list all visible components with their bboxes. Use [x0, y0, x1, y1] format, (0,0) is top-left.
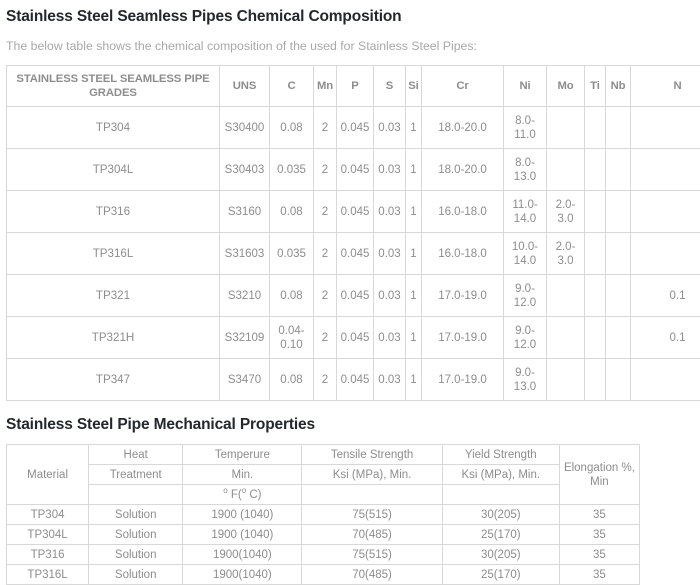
mechanical-table-header-row-1 [7, 445, 640, 465]
column-header-temperature-line1: Temperure [183, 445, 302, 465]
degree-symbol-fahrenheit-icon: o [223, 486, 227, 495]
unit-celsius-label: C) [246, 489, 261, 501]
table-row [7, 191, 700, 233]
cell-elongation: 35 [559, 505, 639, 525]
cell-p: 0.045 [337, 233, 374, 275]
cell-mo [547, 317, 585, 359]
cell-c: 0.035 [270, 149, 314, 191]
cell-ni: 8.0-11.0 [504, 107, 547, 149]
cell-si: 1 [406, 233, 422, 275]
cell-grade: TP304L [7, 149, 220, 191]
cell-yield: 25(170) [442, 565, 559, 585]
cell-grade: TP316L [7, 233, 220, 275]
column-header-yield-line1: Yield Strength [442, 445, 559, 465]
column-header-tensile-line3 [302, 485, 442, 505]
column-header-si: Si [406, 66, 422, 107]
cell-cr: 17.0-19.0 [422, 275, 504, 317]
column-header-s: S [374, 66, 406, 107]
cell-c: 0.035 [270, 233, 314, 275]
cell-ti [585, 359, 606, 401]
cell-cr: 16.0-18.0 [422, 191, 504, 233]
column-header-tensile-line2: Ksi (MPa), Min. [302, 465, 442, 485]
table-row [7, 275, 700, 317]
cell-s: 0.03 [374, 275, 406, 317]
cell-nb [606, 149, 631, 191]
cell-si: 1 [406, 359, 422, 401]
cell-tensile: 75(515) [302, 545, 442, 565]
cell-mn: 2 [314, 359, 337, 401]
cell-mn: 2 [314, 275, 337, 317]
table-row [7, 545, 640, 565]
cell-ni: 9.0-13.0 [504, 359, 547, 401]
cell-s: 0.03 [374, 233, 406, 275]
table-row [7, 505, 640, 525]
cell-tensile: 70(485) [302, 565, 442, 585]
mechanical-table-header-row-2 [7, 465, 640, 485]
cell-s: 0.03 [374, 191, 406, 233]
cell-c: 0.08 [270, 107, 314, 149]
cell-material: TP316L [7, 565, 89, 585]
cell-temperature: 1900(1040) [183, 545, 302, 565]
column-header-elongation: Elongation %, Min [559, 445, 639, 505]
cell-ni: 11.0-14.0 [504, 191, 547, 233]
cell-cr: 16.0-18.0 [422, 233, 504, 275]
cell-mn: 2 [314, 107, 337, 149]
cell-s: 0.03 [374, 149, 406, 191]
cell-ti [585, 191, 606, 233]
cell-material: TP316 [7, 545, 89, 565]
cell-ti [585, 317, 606, 359]
column-header-cr: Cr [422, 66, 504, 107]
cell-cr: 18.0-20.0 [422, 149, 504, 191]
column-header-temperature-line2: Min. [183, 465, 302, 485]
cell-mn: 2 [314, 191, 337, 233]
chemical-table-header-row [7, 66, 700, 107]
column-header-p: P [337, 66, 374, 107]
cell-tensile: 75(515) [302, 505, 442, 525]
cell-uns: S30400 [220, 107, 270, 149]
column-header-yield-line3 [442, 485, 559, 505]
cell-ni: 8.0-13.0 [504, 149, 547, 191]
page-container [0, 7, 700, 585]
table-row [7, 565, 640, 585]
cell-p: 0.045 [337, 317, 374, 359]
table-row [7, 525, 640, 545]
cell-tensile: 70(485) [302, 525, 442, 545]
degree-symbol-celsius-icon: o [242, 486, 246, 495]
cell-nb [606, 317, 631, 359]
cell-n [631, 359, 700, 401]
cell-yield: 30(205) [442, 505, 559, 525]
cell-mn: 2 [314, 149, 337, 191]
cell-ti [585, 107, 606, 149]
cell-mo [547, 359, 585, 401]
cell-mo: 2.0-3.0 [547, 233, 585, 275]
column-header-heat-line3 [89, 485, 183, 505]
cell-elongation: 35 [559, 565, 639, 585]
chemical-section-description: The below table shows the chemical composition of the used for Stainless Steel Pipes: [6, 38, 697, 54]
cell-p: 0.045 [337, 191, 374, 233]
chemical-section-title: Stainless Steel Seamless Pipes Chemical Composition [6, 7, 697, 27]
cell-ni: 10.0-14.0 [504, 233, 547, 275]
cell-material: TP304L [7, 525, 89, 545]
cell-s: 0.03 [374, 359, 406, 401]
cell-uns: S32109 [220, 317, 270, 359]
unit-fahrenheit-label: F( [228, 489, 242, 501]
cell-material: TP304 [7, 505, 89, 525]
cell-elongation: 35 [559, 525, 639, 545]
chemical-composition-table [6, 65, 700, 401]
cell-p: 0.045 [337, 107, 374, 149]
cell-grade: TP321 [7, 275, 220, 317]
cell-nb [606, 107, 631, 149]
table-row [7, 359, 700, 401]
cell-n: 0.1 [631, 317, 700, 359]
cell-grade: TP321H [7, 317, 220, 359]
cell-si: 1 [406, 275, 422, 317]
cell-uns: S3160 [220, 191, 270, 233]
cell-uns: S3210 [220, 275, 270, 317]
cell-nb [606, 275, 631, 317]
cell-grade: TP347 [7, 359, 220, 401]
column-header-uns: UNS [220, 66, 270, 107]
cell-si: 1 [406, 107, 422, 149]
cell-grade: TP304 [7, 107, 220, 149]
table-row [7, 149, 700, 191]
column-header-ti: Ti [585, 66, 606, 107]
cell-uns: S31603 [220, 233, 270, 275]
cell-c: 0.08 [270, 191, 314, 233]
cell-temperature: 1900(1040) [183, 565, 302, 585]
mechanical-table-header-row-3 [7, 485, 640, 505]
cell-p: 0.045 [337, 149, 374, 191]
mechanical-properties-table [6, 444, 640, 585]
cell-mo [547, 275, 585, 317]
cell-temperature: 1900 (1040) [183, 505, 302, 525]
cell-uns: S3470 [220, 359, 270, 401]
column-header-tensile-line1: Tensile Strength [302, 445, 442, 465]
cell-heat-treatment: Solution [89, 505, 183, 525]
cell-ti [585, 275, 606, 317]
column-header-yield-line2: Ksi (MPa), Min. [442, 465, 559, 485]
column-header-ni: Ni [504, 66, 547, 107]
table-row [7, 317, 700, 359]
cell-si: 1 [406, 149, 422, 191]
column-header-c: C [270, 66, 314, 107]
cell-nb [606, 359, 631, 401]
table-row [7, 107, 700, 149]
cell-yield: 30(205) [442, 545, 559, 565]
cell-p: 0.045 [337, 359, 374, 401]
cell-c: 0.08 [270, 275, 314, 317]
cell-ni: 9.0-12.0 [504, 317, 547, 359]
cell-mn: 2 [314, 233, 337, 275]
column-header-nb: Nb [606, 66, 631, 107]
column-header-material: Material [7, 445, 89, 505]
cell-heat-treatment: Solution [89, 565, 183, 585]
cell-mo [547, 107, 585, 149]
table-row [7, 233, 700, 275]
cell-s: 0.03 [374, 107, 406, 149]
cell-si: 1 [406, 191, 422, 233]
cell-n: 0.1 [631, 275, 700, 317]
cell-si: 1 [406, 317, 422, 359]
column-header-grades: STAINLESS STEEL SEAMLESS PIPE GRADES [7, 66, 220, 107]
column-header-mn: Mn [314, 66, 337, 107]
cell-n [631, 191, 700, 233]
cell-ti [585, 149, 606, 191]
cell-temperature: 1900 (1040) [183, 525, 302, 545]
cell-c: 0.08 [270, 359, 314, 401]
cell-s: 0.03 [374, 317, 406, 359]
cell-nb [606, 191, 631, 233]
cell-cr: 17.0-19.0 [422, 359, 504, 401]
column-header-mo: Mo [547, 66, 585, 107]
cell-heat-treatment: Solution [89, 545, 183, 565]
cell-mo [547, 149, 585, 191]
mechanical-section-title: Stainless Steel Pipe Mechanical Properties [6, 415, 697, 435]
column-header-heat-line2: Treatment [89, 465, 183, 485]
cell-p: 0.045 [337, 275, 374, 317]
cell-uns: S30403 [220, 149, 270, 191]
column-header-n: N [631, 66, 700, 107]
cell-heat-treatment: Solution [89, 525, 183, 545]
cell-nb [606, 233, 631, 275]
cell-cr: 18.0-20.0 [422, 107, 504, 149]
cell-c: 0.04-0.10 [270, 317, 314, 359]
cell-ti [585, 233, 606, 275]
column-header-temperature-unit [183, 485, 302, 505]
cell-grade: TP316 [7, 191, 220, 233]
cell-mn: 2 [314, 317, 337, 359]
cell-elongation: 35 [559, 545, 639, 565]
cell-n [631, 107, 700, 149]
cell-n [631, 233, 700, 275]
cell-cr: 17.0-19.0 [422, 317, 504, 359]
cell-mo: 2.0-3.0 [547, 191, 585, 233]
cell-n [631, 149, 700, 191]
cell-yield: 25(170) [442, 525, 559, 545]
cell-ni: 9.0-12.0 [504, 275, 547, 317]
column-header-heat-line1: Heat [89, 445, 183, 465]
